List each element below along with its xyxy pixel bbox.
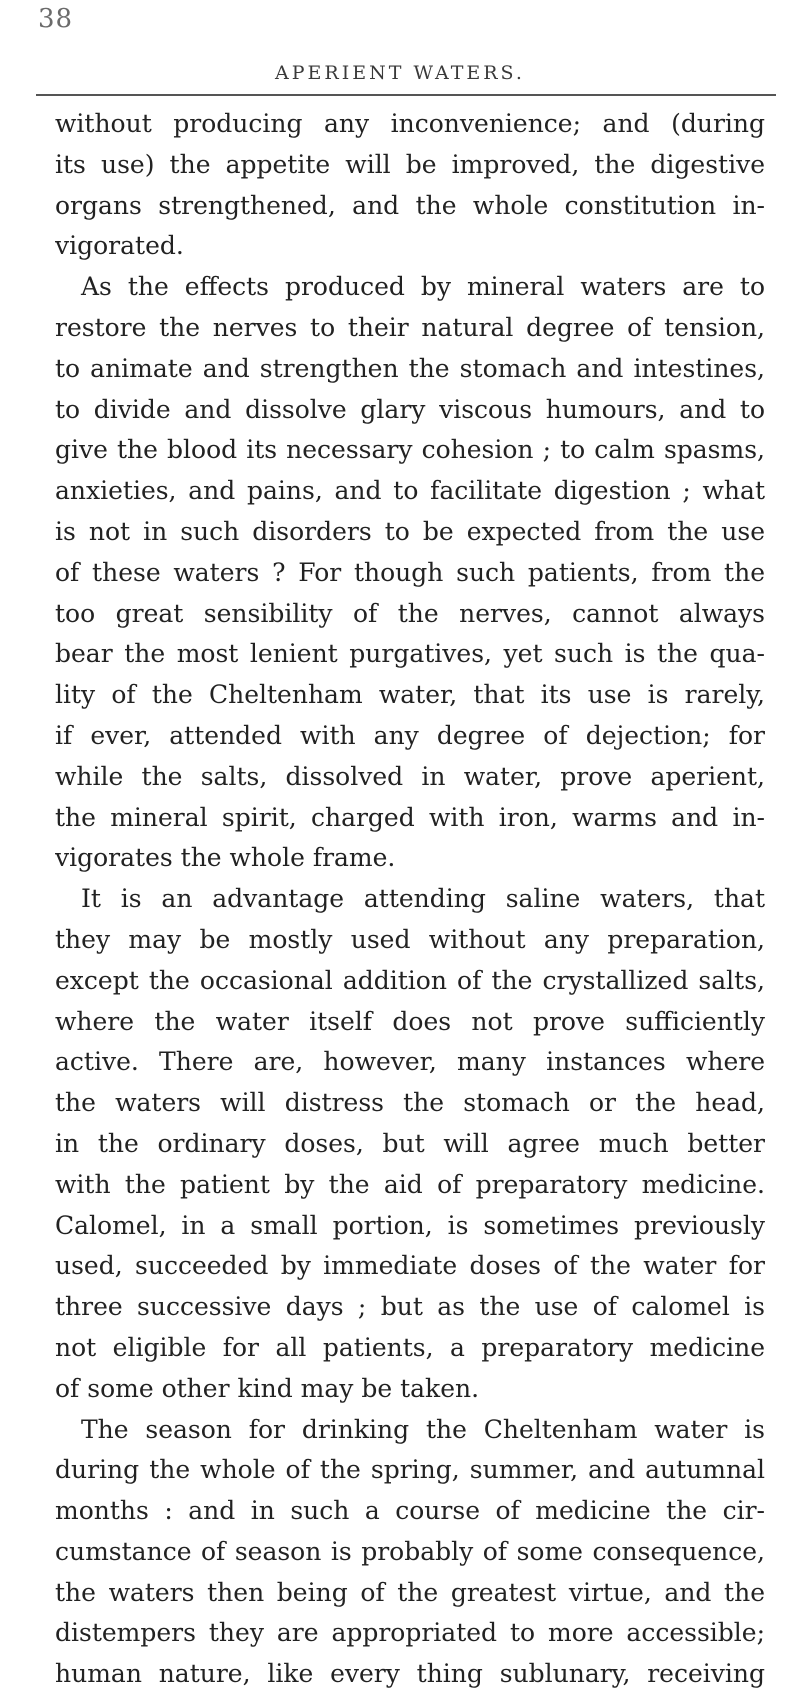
text-line: cumstance of season is probably of some consequence, xyxy=(55,1536,765,1566)
text-line: bear the most lenient purgatives, yet such is the qua- xyxy=(55,639,765,669)
text-line: if ever, attended with any degree of dejection; for xyxy=(55,720,765,750)
text-line: the mineral spirit, charged with iron, warms and in- xyxy=(55,802,765,832)
text-line: vigorated. xyxy=(55,231,184,261)
text-line: of some other kind may be taken. xyxy=(55,1373,480,1403)
text-line: not eligible for all patients, a preparatory medicine xyxy=(55,1332,765,1362)
text-line: It is an advantage attending saline waters, that xyxy=(81,884,765,914)
text-line: give the blood its necessary cohesion ; to calm spasms, xyxy=(55,435,765,465)
text-line: lity of the Cheltenham water, that its use is rarely, xyxy=(55,680,765,710)
text-line: organs strengthened, and the whole constitution in- xyxy=(55,190,765,220)
text-line: the waters will distress the stomach or the head, xyxy=(55,1088,765,1118)
text-line: As the effects produced by mineral waters are to xyxy=(81,272,765,302)
text-line: vigorates the whole frame. xyxy=(55,843,396,873)
text-line: The season for drinking the Cheltenham water is xyxy=(81,1414,765,1444)
text-line: they may be mostly used without any preparation, xyxy=(55,924,765,954)
text-line: of these waters ? For though such patients, from the xyxy=(55,557,765,587)
text-line: too great sensibility of the nerves, cannot always xyxy=(55,598,765,628)
text-line: restore the nerves to their natural degree of tension, xyxy=(55,312,765,342)
running-head: APERIENT WATERS. xyxy=(275,62,525,84)
text-line: except the occasional addition of the crystallized salts, xyxy=(55,965,765,995)
text-line: with the patient by the aid of preparatory medicine. xyxy=(55,1169,765,1199)
text-line: Calomel, in a small portion, is sometimes previously xyxy=(55,1210,765,1240)
text-line: during the whole of the spring, summer, and autumnal xyxy=(55,1455,765,1485)
text-line: the waters then being of the greatest virtue, and the xyxy=(55,1577,765,1607)
text-line: to divide and dissolve glary viscous humours, and to xyxy=(55,394,765,424)
text-line: active. There are, however, many instances where xyxy=(55,1047,765,1077)
header-rule xyxy=(36,94,776,96)
body-text xyxy=(55,104,765,1695)
text-line: where the water itself does not prove sufficiently xyxy=(55,1006,765,1036)
text-line: in the ordinary doses, but will agree much better xyxy=(55,1128,765,1158)
text-line: anxieties, and pains, and to facilitate digestion ; what xyxy=(55,476,765,506)
page-number: 38 xyxy=(38,4,74,34)
text-line: distempers they are appropriated to more accessible; xyxy=(55,1618,765,1648)
text-line: is not in such disorders to be expected from the use xyxy=(55,516,765,546)
text-line: while the salts, dissolved in water, prove aperient, xyxy=(55,761,765,791)
text-line: used, succeeded by immediate doses of the water for xyxy=(55,1251,765,1281)
text-line: to animate and strengthen the stomach and intestines, xyxy=(55,353,765,383)
text-line: human nature, like every thing sublunary, receiving xyxy=(55,1659,765,1689)
text-line: without producing any inconvenience; and (during xyxy=(55,109,765,138)
text-line: its use) the appetite will be improved, the digestive xyxy=(55,149,765,179)
text-line: three successive days ; but as the use of calomel is xyxy=(55,1292,765,1322)
text-line: months : and in such a course of medicine the cir- xyxy=(55,1496,765,1526)
